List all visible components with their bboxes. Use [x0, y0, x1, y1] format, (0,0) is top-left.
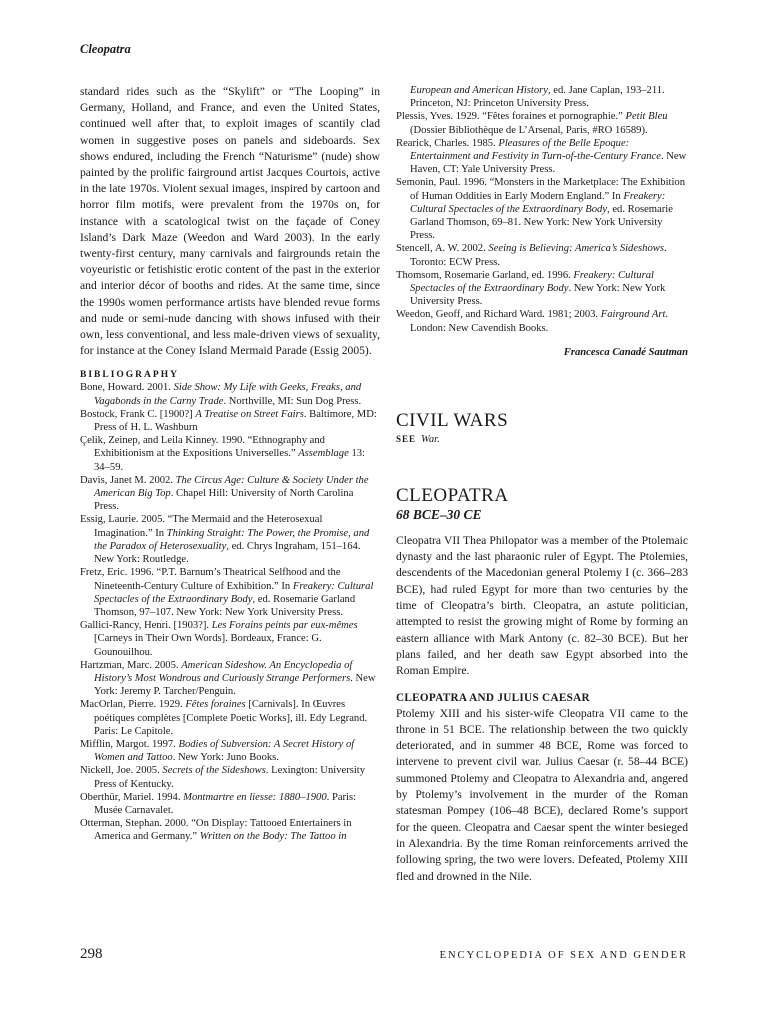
cross-reference — [396, 434, 688, 445]
bibliography-entry — [80, 791, 380, 817]
bibliography-list — [80, 381, 380, 843]
entry-title: Assemblage — [298, 448, 349, 460]
page-number: 298 — [80, 946, 103, 962]
entry-text: 13: 34–59. — [94, 448, 365, 473]
entry-text: Semonin, Paul. 1996. “Monsters in the Marketplace: The Exhibition of Human Oddities in Early Modern England.” In — [396, 177, 686, 202]
entry-text: , ed. Jane Caplan, 193–211. Princeton, NJ: Princeton University Press. — [410, 85, 665, 110]
entry-text: . New York: Jeremy P. Tarcher/Penguin. — [94, 672, 376, 698]
entry-title-cleopatra: CLEOPATRA — [396, 484, 509, 506]
bibliography-entry — [396, 308, 688, 334]
bibliography-entry — [80, 474, 380, 514]
section-subheading: CLEOPATRA AND JULIUS CAESAR — [396, 691, 590, 704]
entry-title: Side Show: My Life with Geeks, Freaks, and Vagabonds in the Carny Trade — [94, 382, 362, 407]
entry-title: The Circus Age: Culture & Society Under the American Big Top — [94, 474, 369, 500]
entry-text: . Paris: Musée Carnavalet. — [94, 791, 357, 816]
entry-title: European and American History — [410, 85, 548, 96]
entry-text: . New York: Juno Books. — [172, 752, 279, 764]
entry-title: Written on the Body: The Tattoo in — [199, 831, 347, 843]
see-reference: War. — [421, 433, 440, 445]
bibliography-entry — [80, 764, 380, 790]
bibliography-entry — [80, 659, 380, 699]
entry-text: Thomsom, Rosemarie Garland, ed. 1996. — [396, 269, 574, 281]
entry-text: Hartzman, Marc. 2005. — [80, 659, 182, 671]
entry-text: (Dossier Bibliothèque de L’Arsenal, Paris, #RO 16589). — [410, 124, 648, 136]
entry-text: Plessis, Yves. 1929. “Fêtes foraines et pornographie.” — [396, 111, 626, 123]
entry-text: [Carnivals]. In Œuvres poétiques complètes [Complete Poetic Works], ill. Edy Legrand. Paris: Le Capitole. — [94, 699, 368, 737]
entry-dates: 68 BCE–30 CE — [396, 506, 482, 522]
entry-text: Bone, Howard. 2001. — [80, 382, 174, 394]
bibliography-heading: BIBLIOGRAPHY — [80, 370, 179, 381]
entry-text: Oberthür, Mariel. 1994. — [80, 791, 184, 803]
entry-text: Nickell, Joe. 2005. — [80, 765, 163, 777]
entry-title: Freakery: Cultural Spectacles of the Extraordinary Body — [410, 269, 654, 295]
entry-title: Petit Bleu — [625, 111, 668, 123]
bibliography-entry — [80, 381, 380, 407]
bibliography-entry — [396, 269, 688, 309]
see-keyword: SEE — [396, 433, 417, 444]
entry-text: . Baltimore, MD: Press of H. L. Washburn — [94, 408, 377, 434]
left-column — [80, 84, 380, 844]
entry-text: Mifflin, Margot. 1997. — [80, 738, 179, 750]
entry-text: Bostock, Frank C. [1900?] — [80, 408, 196, 420]
bibliography-entry — [396, 176, 688, 242]
entry-title: Fêtes foraines — [185, 699, 246, 711]
entry-text: [Carneys in Their Own Words]. Bordeaux, France: G. Gounouilhou. — [94, 633, 322, 658]
entry-title: Montmartre en liesse: 1880–1900 — [183, 791, 327, 803]
bibliography-entry — [80, 698, 380, 738]
entry-text: Davis, Janet M. 2002. — [80, 474, 176, 486]
entry-title: Freakery: Cultural Spectacles of the Extraordinary Body — [94, 580, 374, 605]
entry-title: Thinking Straight: The Power, the Promise, and the Paradox of Heterosexuality — [94, 527, 370, 552]
entry-text: . Lexington: University Press of Kentucky. — [94, 765, 366, 790]
entry-title: American Sideshow. An Encyclopedia of History’s Most Wondrous and Curiously Strange Performers — [94, 659, 353, 684]
cleopatra-caesar-paragraph: Ptolemy XIII and his sister-wife Cleopatra VII came to the throne in 51 BCE. The relationship between the two quickly deteriorated, and in summer 48 BCE, Rome was forced to intervene to prevent civil war. Julius Caesar (r. 58–44 BCE) summoned Ptolemy and Cleopatra to Alexandria and, angered by Ptolemy’s involvement in the murder of the Roman statesman Pompey (106–48 BCE), declared Rome’s support for the queen. Cleopatra and Caesar spent the winter besieged in Alexandria. By the time Roman reinforcements arrived the following spring, the two were lovers. Defeated, Ptolemy XIII fled and drowned in the Nile. — [396, 706, 688, 883]
author-signature: Francesca Canadé Sautman — [563, 346, 688, 358]
bibliography-entry — [80, 513, 380, 566]
bibliography-entry — [80, 434, 380, 474]
entry-title-civil-wars: CIVIL WARS — [396, 409, 509, 431]
bibliography-entry — [80, 408, 380, 434]
entry-text: Fretz, Eric. 1996. “P.T. Barnum’s Theatrical Selfhood and the Nineteenth-Century Culture of Exhibition.” In — [80, 567, 341, 592]
book-title: ENCYCLOPEDIA OF SEX AND GENDER — [439, 950, 688, 961]
entry-text: Essig, Laurie. 2005. “The Mermaid and the Heterosexual Imagination.” In — [80, 514, 323, 539]
entry-text: , ed. Rosemarie Garland Thomson, 97–107. New York: New York University Press. — [94, 593, 356, 618]
entry-text: . New Haven, CT: Yale University Press. — [410, 151, 687, 176]
entry-title: Seeing is Believing: America’s Sideshows — [488, 243, 664, 255]
entry-title: Bodies of Subversion: A Secret History of Women and Tattoo — [94, 738, 355, 764]
entry-title: A Treatise on Street Fairs — [195, 408, 304, 420]
bibliography-entry — [396, 110, 688, 136]
bibliography-entry — [396, 137, 688, 177]
entry-text: MacOrlan, Pierre. 1929. — [80, 699, 186, 711]
entry-text: . New York: New York University Press. — [410, 283, 666, 308]
entry-title: Fairground Art — [600, 309, 666, 321]
entry-text: . London: New Cavendish Books. — [410, 309, 669, 334]
entry-text: Weedon, Geoff, and Richard Ward. 1981; 2003. — [396, 309, 601, 321]
bibliography-entry — [396, 84, 688, 110]
entry-text: Stencell, A. W. 2002. — [396, 243, 489, 255]
bibliography-entry — [80, 738, 380, 764]
bibliography-entry — [396, 242, 688, 268]
entry-text: . Chapel Hill: University of North Carolina Press. — [94, 488, 354, 513]
entry-title: Freakery: Cultural Spectacles of the Extraordinary Body — [410, 190, 666, 215]
cleopatra-intro-paragraph: Cleopatra VII Thea Philopator was a member of the Ptolemaic dynasty and the last pharaonic ruler of Egypt. The Ptolemies, descendents of the Macedonian general Ptolemy I (c. 366–283 BCE), had ruled Egypt for more than two centuries by the time of Cleopatra’s birth. Cleopatra, an astute politician, attempted to resist the growing might of Rome by forming an eastern alliance with Mark Antony (c. 82–30 BCE). But her plans failed, and her death saw Egypt absorbed into the Roman Empire. — [396, 533, 688, 678]
bibliography-entry — [80, 817, 380, 843]
body-paragraph: standard rides such as the “Skylift” or “The Looping” in Germany, Holland, and France, and even the United States, continued well after that, to exploit images of scantily clad women in suggestive poses on panels and sideboards. Sex shows endured, including the French “Naturisme” (nude) show painted by the prolific fairground artist Jacques Courtois, active in the late 1970s. Violent sexual images, inspired by cartoon and horror film motifs, were prevalent from the 1970s on, for instance with a scatological twist on the façade of Coney Island’s Dark Maze (Weedon and Ward 2003). In the early twenty-first century, many carnivals and fairgrounds retain the voyeuristic or fetishistic erotic content of the past in the exterior and interior décor of booths and rides. At the same time, since the 1990s women performance artists have blended revue forms and nude or semi-nude dancing with shows infused with their own, less conventional, and less male-driven views of sexuality, for instance at the Coney Island Mermaid Parade (Essig 2005). — [80, 85, 380, 358]
entry-text: Rearick, Charles. 1985. — [396, 137, 499, 149]
entry-text: . Northville, MI: Sun Dog Press. — [223, 395, 362, 407]
bibliography-entry — [80, 619, 380, 659]
entry-title: Les Forains peints par eux-mêmes — [211, 620, 358, 632]
entry-text: , ed. Rosemarie Garland Thomson, 69–81. New York: New York University Press. — [410, 203, 673, 242]
entry-text: Otterman, Stephan. 2000. “On Display: Tattooed Entertainers in America and Germany.” — [80, 818, 352, 843]
entry-text: . Toronto: ECW Press. — [410, 243, 667, 268]
bibliography-list-continued — [396, 84, 688, 335]
entry-title: Secrets of the Sideshows — [162, 765, 266, 777]
running-head: Cleopatra — [80, 42, 131, 56]
entry-text: Gallici-Rancy, Henri. [1903?]. — [80, 620, 212, 632]
right-column — [396, 84, 688, 885]
entry-text: , ed. Chrys Ingraham, 151–164. New York: Routledge. — [94, 540, 361, 566]
entry-title: Pleasures of the Belle Epoque: Entertainment and Festivity in Turn-of-the-Century France — [410, 137, 661, 163]
entry-text: Çelik, Zeinep, and Leila Kinney. 1990. “Ethnography and Exhibitionism at the Expositions Universelles.” — [80, 435, 325, 460]
bibliography-entry — [80, 566, 380, 619]
